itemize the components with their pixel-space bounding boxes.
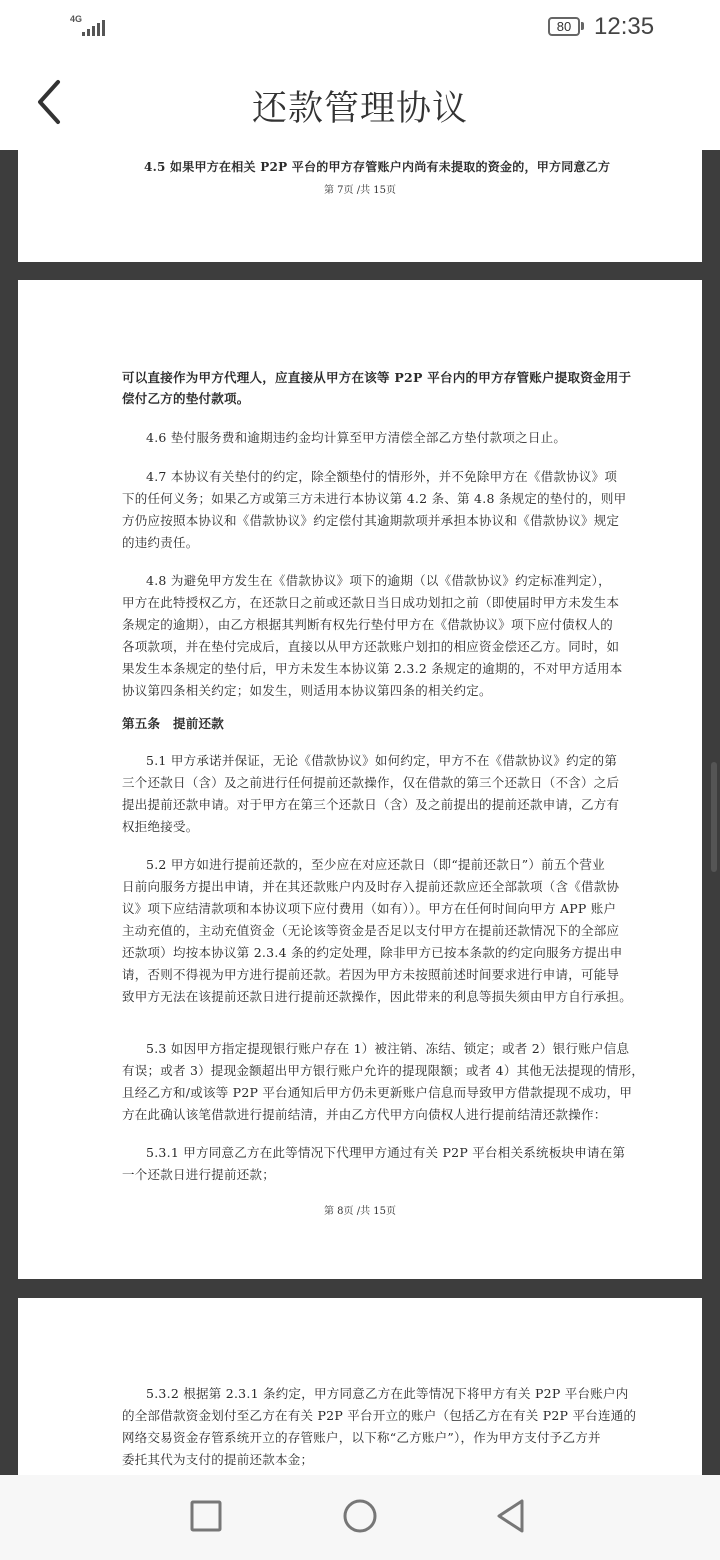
nav-bar (0, 56, 720, 150)
battery-tip (581, 22, 584, 30)
doc-line: 条规定的逾期），由乙方根据其判断有权先行垫付甲方在《借款协议》项下应付债权人的 (122, 617, 614, 632)
doc-line: 方在此确认该笔借款进行提前结清，并由乙方代甲方向债权人进行提前结清还款操作： (122, 1107, 607, 1122)
status-bar (0, 0, 720, 56)
doc-line: 各项款项，并在垫付完成后，直接以从甲方还款账户划扣的相应资金偿还乙方。同时，如 (122, 639, 620, 654)
doc-line: 委托其代为支付的提前还款本金； (122, 1452, 314, 1467)
section-heading: 第五条 提前还款 (122, 716, 225, 731)
circle-icon (335, 1491, 385, 1541)
status-clock: 12:35 (594, 13, 655, 40)
system-navigation-bar (0, 1475, 720, 1560)
doc-line: 下的任何义务；如果乙方或第三方未进行本协议第 4.2 条、第 4.8 条规定的垫付的，则甲 (122, 491, 627, 506)
doc-line: 偿付乙方的垫付款项。 (122, 391, 250, 406)
doc-line: 的违约责任。 (122, 535, 199, 550)
doc-line: 权拒绝接受。 (122, 819, 199, 834)
doc-line: 网络交易资金存管系统开立的存管账户，以下称“乙方账户”），作为甲方支付予乙方并 (122, 1430, 601, 1445)
doc-line: 请，否则不得视为甲方进行提前还款。若因为甲方未按照前述时间要求进行申请，可能导 (122, 967, 620, 982)
doc-line: 协议第四条相关约定；如发生，则适用本协议第四条的相关约定。 (122, 683, 492, 698)
doc-line: 日前向服务方提出申请，并在其还款账户内及时存入提前还款应还全部款项（含《借款协 (122, 879, 620, 894)
doc-line: 4.6 垫付服务费和逾期违约金均计算至甲方清偿全部乙方垫付款项之日止。 (146, 430, 567, 445)
page-footer: 第 8页 /共 15页 (324, 1206, 396, 1217)
doc-line: 三个还款日（含）及之前进行任何提前还款操作，仅在借款的第三个还款日（不含）之后 (122, 775, 620, 790)
doc-line: 还款项）均按本协议第 2.3.4 条的约定处理，除非甲方已按本条款的约定向服务方提出申 (122, 945, 623, 960)
page-footer: 第 7页 /共 15页 (324, 185, 396, 196)
doc-line: 主动充值的，主动充值资金（无论该等资金是否足以支付甲方在提前还款情况下的全部应 (122, 923, 620, 938)
doc-line: 的全部借款资金划付至乙方在有关 P2P 平台开立的账户（包括乙方在有关 P2P 平台连通的 (122, 1408, 637, 1423)
recents-button[interactable] (181, 1491, 231, 1541)
doc-line: 议》项下应结清款项和本协议项下应付费用（如有））。甲方在任何时间向甲方 APP 账户 (122, 901, 617, 916)
document-page-7 (18, 150, 702, 262)
battery-icon (548, 17, 580, 36)
doc-line: 5.3.2 根据第 2.3.1 条约定，甲方同意乙方在此等情况下将甲方有关 P2P 平台账户内 (146, 1386, 629, 1401)
doc-line: 5.3 如因甲方指定提现银行账户存在 1）被注销、冻结、锁定；或者 2）银行账户信息 (146, 1041, 630, 1056)
system-back-button[interactable] (487, 1491, 537, 1541)
doc-line: 一个还款日进行提前还款； (122, 1167, 276, 1182)
network-type-label: 4G (70, 14, 83, 24)
doc-line: 5.3.1 甲方同意乙方在此等情况下代理甲方通过有关 P2P 平台相关系统板块申请在第 (146, 1145, 626, 1160)
page-title: 还款管理协议 (251, 89, 468, 129)
square-icon (181, 1491, 231, 1541)
doc-line: 提出提前还款申请。对于甲方在第三个还款日（含）及之前提出的提前还款申请，乙方有 (122, 797, 620, 812)
doc-line: 4.7 本协议有关垫付的约定，除全额垫付的情形外，并不免除甲方在《借款协议》项 (146, 469, 618, 484)
document-viewer[interactable] (0, 150, 720, 1475)
doc-line: 4.5 如果甲方在相关 P2P 平台的甲方存管账户内尚有未提取的资金的，甲方同意乙方 (144, 160, 611, 174)
doc-line: 甲方在此特授权乙方，在还款日之前或还款日当日成功划扣之前（即使届时甲方未发生本 (122, 595, 620, 610)
document-page-8 (18, 280, 702, 1279)
doc-line: 4.8 为避免甲方发生在《借款协议》项下的逾期（以《借款协议》约定标准判定）， (146, 573, 611, 588)
document-page-9 (18, 1298, 702, 1475)
doc-line: 致甲方无法在该提前还款日进行提前还款操作，因此带来的利息等损失须由甲方自行承担。 (122, 989, 633, 1004)
doc-line: 可以直接作为甲方代理人，应直接从甲方在该等 P2P 平台内的甲方存管账户提取资金用于 (122, 370, 632, 385)
triangle-back-icon (487, 1491, 537, 1541)
home-button[interactable] (335, 1491, 385, 1541)
doc-line: 方仍应按照本协议和《借款协议》约定偿付其逾期款项并承担本协议和《借款协议》规定 (122, 513, 620, 528)
doc-line: 有误；或者 3）提现金额超出甲方银行账户允许的提现限额；或者 4）其他无法提现的情形， (122, 1063, 645, 1078)
doc-line: 5.1 甲方承诺并保证，无论《借款协议》如何约定，甲方不在《借款协议》约定的第 (146, 753, 618, 768)
doc-line: 且经乙方和/或该等 P2P 平台通知后甲方仍未更新账户信息而导致甲方借款提现不成功，甲 (122, 1085, 633, 1100)
signal-bars-icon (82, 22, 106, 36)
scrollbar-thumb[interactable] (711, 762, 717, 872)
doc-line: 5.2 甲方如进行提前还款的，至少应在对应还款日（即“提前还款日”）前五个营业 (146, 857, 605, 872)
doc-line: 果发生本条规定的垫付后，甲方未发生本协议第 2.3.2 条规定的逾期的，不对甲方适用本 (122, 661, 623, 676)
battery-level: 80 (556, 19, 572, 34)
